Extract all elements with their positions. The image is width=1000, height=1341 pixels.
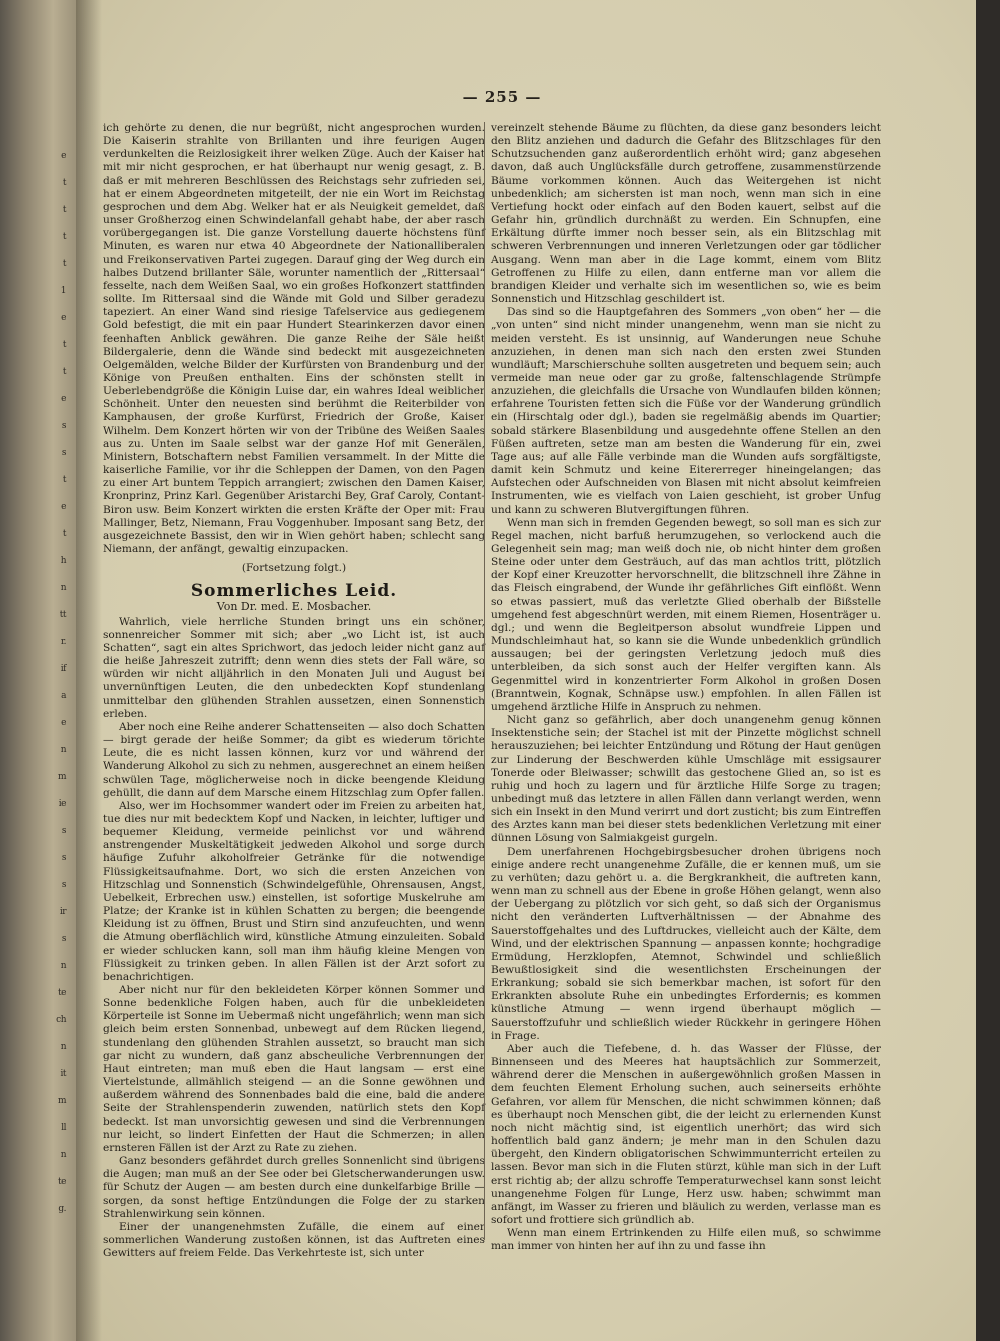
page-right-edge: [976, 0, 1000, 1341]
left-column: [103, 122, 485, 1260]
article-title: Sommerliches Leid.: [190, 581, 398, 602]
paragraph: Nicht ganz so gefährlich, aber doch unangenehm genug können Insektenstiche sein; der Stachel ist mit der Pinzette möglichst schnell herauszuziehen; bei leichter Entzündung und Rötung der Haut genügen zur Linderung der Beschwerden kühle Umschläge mit essigsaurer Tonerde oder Bleiwasser; schwillt das gestochene Glied an, so ist es ruhig und hoch zu lagern und für ärztliche Hilfe Sorge zu tragen; unbedingt muß das letztere in allen Fällen dann verlangt werden, wenn sich ein Insekt in den Mund verirrt und dort zusticht; bis zum Eintreffen des Arztes kann man bei dieser stets bedenklichen Verletzung mit einer dünnen Lösung von Salmiakgeist gurgeln.: [491, 714, 881, 845]
article-byline: Von Dr. med. E. Mosbacher.: [216, 600, 372, 614]
gutter-fragment: t: [62, 178, 66, 188]
gutter-fragment: n: [60, 961, 66, 971]
paragraph: Aber noch eine Reihe anderer Schattenseiten — also doch Schatten — birgt gerade der heiße Sommer; da gibt es wiederum törichte Leute, die es nicht lassen können, kurz vor und während der Wanderung Alkohol zu sich zu nehmen, ausgerechnet an einem heißen schwülen Tage, möglicherweise noch in dicke beengende Kleidung gehüllt, die dann auf dem Marsche einem Hitzschlag zum Opfer fallen.: [103, 720, 485, 799]
gutter-fragment: tt: [59, 610, 66, 620]
gutter-fragment: n: [60, 745, 66, 755]
gutter-fragment: if: [60, 664, 66, 674]
gutter-fragment: te: [58, 1177, 66, 1187]
gutter-fragment: e: [61, 313, 66, 323]
gutter-fragment: ll: [61, 1123, 66, 1133]
gutter-fragment: m: [57, 1096, 66, 1106]
page-number: — 255 —: [462, 88, 542, 106]
paragraph: Wenn man sich in fremden Gegenden bewegt, so soll man es sich zur Regel machen, nicht barfuß herumzugehen, so verlockend auch die Gelegenheit sein mag; man weiß doch nie, ob nicht hinter dem großen Steine oder unter dem Gesträuch, auf das man achtlos tritt, plötzlich der Kopf einer Kreuzotter hervorschnellt, die blitzschnell ihre Zähne in das Fleisch eingrabend, der Wunde ihr gefährliches Gift einflößt. Wenn so etwas passiert, muß das verletzte Glied oberhalb der Bißstelle umgehend fest abgeschnürt werden, mit einem Riemen, Hosenträger u. dgl.; und wenn die Begleitperson absolut wundfreie Lippen und Mundschleimhaut hat, so kann sie die Wunde unbedenklich gründlich aussaugen; bei der geringsten Verletzung jedoch muß dies unterbleiben, da sich sonst auch der Helfer vergiften kann. Als Gegenmittel wird in konzentrierter Form Alkohol in großen Dosen (Branntwein, Kognak, Schnäpse usw.) empfohlen. In allen Fällen ist umgehend ärztliche Hilfe in Anspruch zu nehmen.: [491, 516, 881, 713]
continued-note: (Fortsetzung folgt.): [241, 562, 347, 575]
paragraph: Dem unerfahrenen Hochgebirgsbesucher drohen übrigens noch einige andere recht unangenehme Zufälle, die er kennen muß, um sie zu verhüten; dazu gehört u. a. die Bergkrankheit, die auftreten kann, wenn man zu schnell aus der Ebene in große Höhen gelangt, wenn also der Uebergang zu plötzlich vor sich geht, so daß sich der Organismus nicht den veränderten Luftverhältnissen — der Abnahme des Sauerstoffgehaltes und des Luftdruckes, vielleicht auch der Kälte, dem Wind, und der elektrischen Spannung — anpassen konnte; hochgradige Ermüdung, Herzklopfen, Atemnot, Schwindel und schließlich Bewußtlosigkeit sind die wesentlichsten Erscheinungen der Erkrankung; sobald sie sich bemerkbar machen, ist sofort für den Erkrankten absolute Ruhe ein unbedingtes Erfordernis; es kommen künstliche Atmung — wenn irgend überhaupt möglich — Sauerstoffzufuhr und schließlich wieder Rückkehr in geringere Höhen in Frage.: [491, 845, 881, 1042]
gutter-fragment: a: [61, 691, 66, 701]
gutter-fragment: s: [61, 421, 66, 431]
paragraph: Aber nicht nur für den bekleideten Körper können Sommer und Sonne bedenkliche Folgen haben, auch für die unbekleideten Körperteile ist Sonne im Uebermaß nicht ungefährlich; wenn man sich gleich beim ersten Sonnenbad, unbewegt auf dem Rücken liegend, stundenlang den glühenden Strahlen aussetzt, so braucht man sich gar nicht zu wundern, daß ganz abscheuliche Verbrennungen der Haut eintreten; man muß eben die Haut langsam — erst eine Viertelstunde, allmählich steigend — an die Sonne gewöhnen und außerdem während des Sonnenbades bald die eine, bald die andere Seite der Strahlenspenderin zuwenden, natürlich stets den Kopf bedeckt. Ist man unvorsichtig gewesen und sind die Verbrennungen nur leicht, so lindert Einfetten der Haut die Schmerzen; in allen ernsteren Fällen ist der Arzt zu Rate zu ziehen.: [103, 984, 485, 1154]
gutter-fragment: t: [62, 340, 66, 350]
gutter-fragment: t: [62, 529, 66, 539]
gutter-fragment: t: [62, 475, 66, 485]
gutter-fragment: ir: [59, 907, 66, 917]
gutter-fragment: 1: [60, 286, 66, 296]
gutter-fragment: h: [60, 556, 66, 566]
binding-shadow: [76, 0, 102, 1341]
paragraph: Einer der unangenehmsten Zufälle, die einem auf einer sommerlichen Wanderung zustoßen können, ist das Auftreten eines Gewitters auf freiem Felde. Das Verkehrteste ist, sich unter: [103, 1220, 485, 1260]
paragraph: Aber auch die Tiefebene, d. h. das Wasser der Flüsse, der Binnenseen und des Meeres hat hauptsächlich zur Sommerzeit, während derer die Menschen in außergewöhnlich großen Massen in dem feuchten Element Erholung suchen, auch seinerseits erhöhte Gefahren, vor allem für Menschen, die nicht schwimmen können; daß es überhaupt noch Menschen gibt, die der leicht zu erlernenden Kunst noch nicht mächtig sind, ist eigentlich unerhört; das wird sich hoffentlich bald ganz ändern; je mehr man in den Schulen dazu übergeht, den Kindern obligatorischen Schwimmunterricht erteilen zu lassen. Bevor man sich in die Fluten stürzt, kühle man sich in der Luft erst richtig ab; der allzu schroffe Temperaturwechsel kann sonst leicht unangenehme Folgen für Lunge, Herz usw. haben; schwimmt man anfängt, im Wasser zu frieren und bläulich zu werden, verlasse man es sofort und frottiere sich gründlich ab.: [491, 1042, 881, 1226]
paragraph: vereinzelt stehende Bäume zu flüchten, da diese ganz besonders leicht den Blitz anziehen und dadurch die Gefahr des Blitzschlages für den Schutzsuchenden ganz außerordentlich erhöht wird; ganz abgesehen davon, daß auch Unglücksfälle durch getroffene, zusammenstürzende Bäume vorkommen können. Auch das Weitergehen ist nicht unbedenklich; am sichersten ist man noch, wenn man sich in eine Vertiefung hockt oder einfach auf den Boden kauert, selbst auf die Gefahr hin, gründlich durchnäßt zu werden. Ein Schnupfen, eine Erkältung dürfte immer noch besser sein, als ein Blitzschlag mit schweren Verbrennungen und inneren Verletzungen oder gar tödlicher Ausgang. Wenn man aber in die Lage kommt, einem vom Blitz Getroffenen zu Hilfe zu eilen, dann entferne man vor allem die brandigen Kleider und verhalte sich im wesentlichen so, wie es beim Sonnenstich und Hitzschlag geschildert ist.: [491, 122, 881, 306]
gutter-fragment: s: [61, 880, 66, 890]
adjacent-page-edge: [0, 0, 76, 1341]
gutter-fragment: s: [61, 853, 66, 863]
gutter-fragment: ch: [56, 1015, 66, 1025]
paragraph: Das sind so die Hauptgefahren des Sommers „von oben“ her — die „von unten“ sind nicht minder unangenehm, wenn man sie nicht zu meiden versteht. Es ist unsinnig, auf Wanderungen neue Schuhe anzuziehen, in denen man sich nach den ersten zwei Stunden wundläuft; Marschierschuhe sollten ausgetreten und bequem sein; auch vermeide man neue oder gar zu große, faltenschlagende Strümpfe anzuziehen, die gleichfalls die Ursache von Wundlaufen bilden können; erfahrene Touristen fetten sich die Füße vor der Wanderung gründlich ein (Hirschtalg oder dgl.), baden sie regelmäßig abends im Quartier; sobald stärkere Blasenbildung und ausgedehnte offene Stellen an den Füßen auftreten, setze man am besten die Wanderung für ein, zwei Tage aus; auf alle Fälle verbinde man die Wunden aufs sorgfältigste, damit kein Schmutz und keine Eitererreger hineingelangen; das Aufstechen oder Aufschneiden von Blasen mit nicht absolut keimfreien Instrumenten, wie es vielfach von Laien geschieht, ist grober Unfug und kann zu schweren Blutvergiftungen führen.: [491, 306, 881, 516]
gutter-fragment: n: [60, 583, 66, 593]
paragraph: Also, wer im Hochsommer wandert oder im Freien zu arbeiten hat, tue dies nur mit bedecktem Kopf und Nacken, in leichter, luftiger und bequemer Kleidung, vermeide peinlichst vor und während anstrengender Muskeltätigkeit jedweden Alkohol und sorge durch häufige Zufuhr alkoholfreier Getränke für die notwendige Flüssigkeitsaufnahme. Dort, wo sich die ersten Anzeichen von Hitzschlag und Sonnenstich (Schwindelgefühle, Ohrensausen, Angst, Uebelkeit, Erbrechen usw.) einstellen, ist sofortige Muskelruhe am Platze; der Kranke ist in kühlen Schatten zu bergen; die beengende Kleidung ist zu öffnen, Brust und Stirn sind anzufeuchten, und wenn die Atmung oberflächlich wird, künstliche Atmung einzuleiten. Sobald er wieder schlucken kann, soll man ihm häufig kleine Mengen von Flüssigkeit zu trinken geben. In allen Fällen ist der Arzt sofort zu benachrichtigen.: [103, 799, 485, 983]
gutter-fragment: t: [62, 232, 66, 242]
paragraph: Ganz besonders gefährdet durch grelles Sonnenlicht sind übrigens die Augen; man muß an der See oder bei Gletscherwanderungen usw. für Schutz der Augen — am besten durch eine dunkelfarbige Brille — sorgen, da sonst heftige Entzündungen die Folge der zu starken Strahlenwirkung sein können.: [103, 1155, 485, 1220]
gutter-fragment: n: [60, 1042, 66, 1052]
gutter-fragment: s: [61, 934, 66, 944]
article-body-part-1: [103, 616, 485, 1261]
newspaper-page: [76, 0, 1000, 1341]
gutter-fragment: e: [61, 151, 66, 161]
gutter-fragment: e: [61, 718, 66, 728]
gutter-fragment: n: [60, 1150, 66, 1160]
gutter-fragment: e: [61, 394, 66, 404]
gutter-fragment: t: [62, 259, 66, 269]
gutter-fragment: it: [60, 1069, 66, 1079]
gutter-fragment: r.: [60, 637, 66, 647]
gutter-fragment: m: [57, 772, 66, 782]
gutter-fragment: ie: [58, 799, 66, 809]
right-column: [484, 122, 881, 1253]
paragraph: ich gehörte zu denen, die nur begrüßt, nicht angesprochen wurden. Die Kaiserin strahlte von Brillanten und ihre feurigen Augen verdunkelten die Reizlosigkeit ihrer welken Züge. Auch der Kaiser hat mit mir nicht gesprochen, er hat überhaupt nur wenig gesagt, z. B. daß er mit mehreren Beschlüssen des Reichstags sehr zufrieden sei, hat er einem Abgeordneten mitgeteilt, der nie ein Wort im Reichstag gesprochen und dem Abg. Welker hat er als Neuigkeit gemeldet, daß unser Großherzog einen Schwindelanfall gehabt habe, der aber rasch vorübergegangen ist. Die ganze Vorstellung dauerte höchstens fünf Minuten, es waren nur etwa 40 Abgeordnete der Nationalliberalen und Freikonservativen Partei zugegen. Darauf ging der Weg durch ein halbes Dutzend brillanter Säle, worunter namentlich der „Rittersaal“ fesselte, nach dem Weißen Saal, wo ein großes Hofkonzert stattfinden sollte. Im Rittersaal sind die Wände mit Gold und Silber geradezu tapeziert. An einer Wand sind riesige Tafelservice aus gediegenem Gold befestigt, die mit ein paar Hundert Stearinkerzen davor einen feenhaften Anblick gewähren. Die ganze Reihe der Säle heißt Bildergalerie, denn die Wände sind bedeckt mit ausgezeichneten Oelgemälden, welche Bilder der Kurfürsten von Brandenburg und der Könige von Preußen enthalten. Eins der schönsten stellt in Ueberlebendgröße die Königin Luise dar, ein wahres Ideal weiblicher Schönheit. Unter den neuesten sind berühmt die Reiterbilder von Kamphausen, der große Kurfürst, Friedrich der Große, Kaiser Wilhelm. Dem Konzert hörten wir von der Tribüne des Weißen Saales aus zu. Unten im Saale selbst war der ganze Hof mit Generälen, Ministern, Botschaftern nebst Familien versammelt. In der Mitte die kaiserliche Familie, vor ihr die Schleppen der Damen, von den Pagen zu einer Art buntem Teppich arrangiert; zwischen den Damen Kaiser, Kronprinz, Prinz Karl. Gegenüber Aristarchi Bey, Graf Caroly, Contant-Biron usw. Beim Konzert wirkten die ersten Kräfte der Oper mit: Frau Mallinger, Betz, Niemann, Frau Voggenhuber. Imposant sang Betz, der ausgezeichnete Bassist, den wir in Wien gehört haben; schlecht sang Niemann, der anfängt, gewaltig einzupacken.: [103, 122, 485, 555]
gutter-fragment: s: [61, 448, 66, 458]
gutter-fragment: te: [58, 988, 66, 998]
gutter-fragment: t: [62, 205, 66, 215]
paragraph: Wahrlich, viele herrliche Stunden bringt uns ein schöner, sonnenreicher Sommer mit sich; aber „wo Licht ist, ist auch Schatten“, sagt ein altes Sprichwort, das jedoch leider nicht ganz auf die heiße Jahreszeit zutrifft; denn wenn dies stets der Fall wäre, so würden wir nicht alljährlich in den Monaten Juli und August bei unvernünftigen Leuten, die den unbedeckten Kopf stundenlang unmittelbar den glühenden Strahlen aussetzen, einen Sonnenstich erleben.: [103, 615, 485, 720]
gutter-fragment: e: [61, 502, 66, 512]
gutter-fragment: t: [62, 367, 66, 377]
paragraph: Wenn man einem Ertrinkenden zu Hilfe eilen muß, so schwimme man immer von hinten her auf ihn zu und fasse ihn: [491, 1227, 881, 1253]
gutter-fragment: s: [61, 826, 66, 836]
serial-continuation: [103, 122, 485, 556]
gutter-fragment: g.: [58, 1204, 66, 1214]
